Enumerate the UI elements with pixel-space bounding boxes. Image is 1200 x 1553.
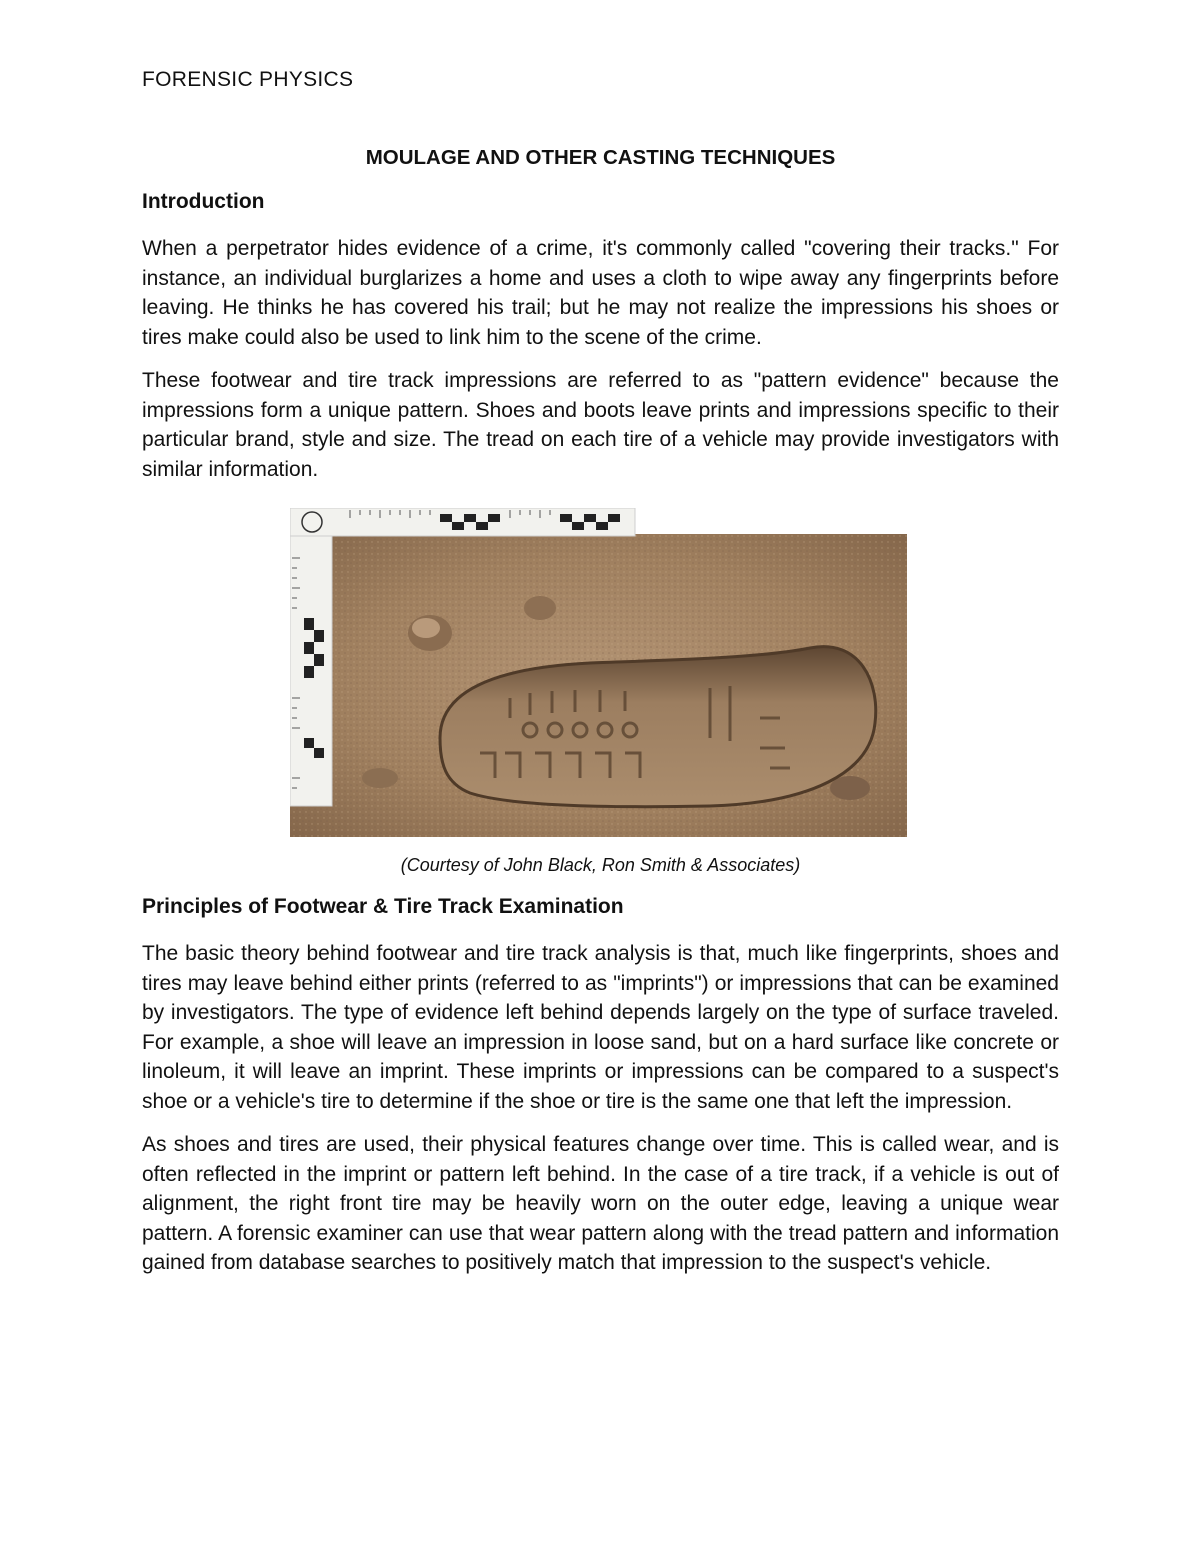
footprint-photo [290, 508, 907, 837]
intro-heading: Introduction [142, 190, 265, 213]
footprint-impression-image [290, 508, 907, 837]
figure-caption: (Courtesy of John Black, Ron Smith & Associates) [400, 855, 801, 875]
intro-paragraph: These footwear and tire track impressions are referred to as "pattern evidence" because the impressions form a unique pattern. Shoes and boots leave prints and impressions specific to their particular brand, style and size. The tread on each tire of a vehicle may provide investigators with similar information. [142, 369, 1059, 481]
document-title: MOULAGE AND OTHER CASTING TECHNIQUES [365, 146, 836, 169]
soil-clod [524, 596, 556, 620]
header-label: FORENSIC PHYSICS [142, 68, 354, 91]
soil-clod [830, 776, 870, 800]
principles-paragraph: The basic theory behind footwear and tire track analysis is that, much like fingerprints, shoes and tires may leave behind either prints (referred to as "imprints") or impressions that can be examined by investigators. The type of evidence left behind depends largely on the type of surface traveled. For example, a shoe will leave an impression in loose sand, but on a hard surface like concrete or linoleum, it will leave an imprint. These imprints or impressions can be compared to a suspect's shoe or a vehicle's tire to determine if the shoe or tire is the same one that left the impression. [142, 942, 1059, 1113]
principles-heading: Principles of Footwear & Tire Track Examination [142, 895, 624, 918]
document-page [142, 66, 1059, 1278]
soil-clod [412, 618, 440, 638]
intro-paragraph: When a perpetrator hides evidence of a crime, it's commonly called "covering their tracks." For instance, an individual burglarizes a home and uses a cloth to wipe away any fingerprints before leaving. He thinks he has covered his trail; but he may not realize the impressions his shoes or tires make could also be used to link him to the scene of the crime. [142, 237, 1059, 349]
soil-clod [362, 768, 398, 788]
principles-paragraph: As shoes and tires are used, their physical features change over time. This is called wear, and is often reflected in the imprint or pattern left behind. In the case of a tire track, if a vehicle is out of alignment, the right front tire may be heavily worn on the outer edge, leaving a unique wear pattern. A forensic examiner can use that wear pattern along with the tread pattern and information gained from database searches to positively match that impression to the suspect's vehicle. [142, 1133, 1059, 1274]
